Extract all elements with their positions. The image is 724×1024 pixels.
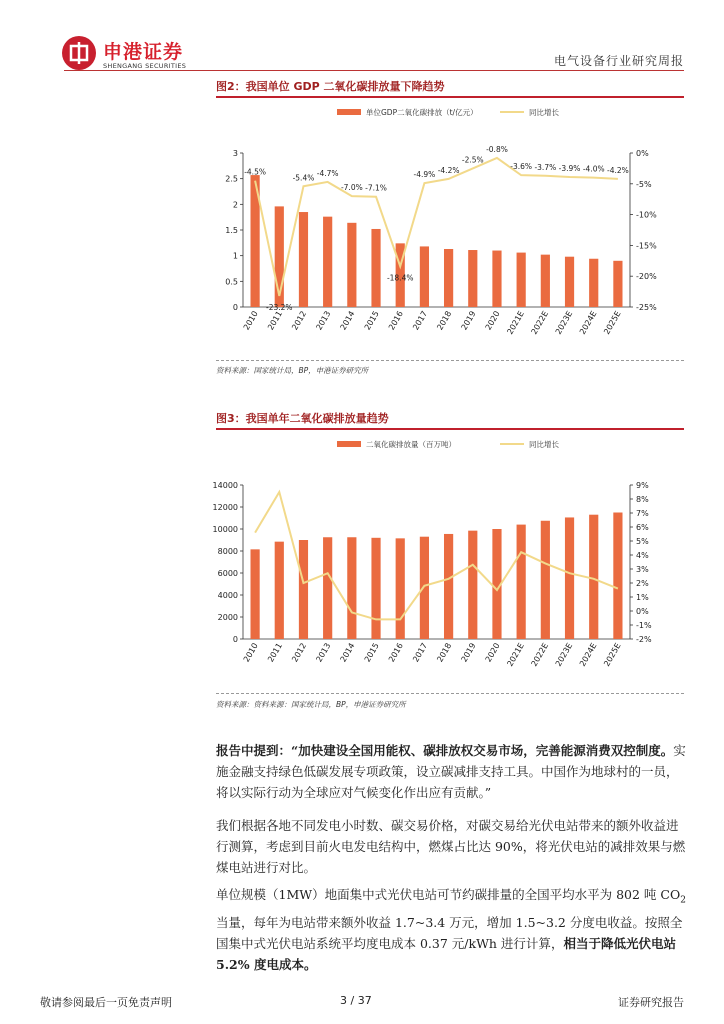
fig3-bar (517, 525, 526, 639)
fig2-left-tick-label: 2.5 (225, 174, 238, 184)
figure2-top-rule (216, 96, 684, 98)
fig2-data-label: -4.9% (413, 170, 436, 180)
fig3-left-tick-label: 12000 (212, 503, 238, 512)
fig3-bar (565, 517, 574, 639)
fig2-x-tick-label: 2023E (553, 309, 575, 337)
fig3-left-tick-label: 0 (232, 635, 238, 644)
fig2-right-tick-label: -5% (636, 179, 652, 189)
fig3-bar (396, 538, 405, 639)
fig3-x-tick-label: 2015 (362, 641, 381, 664)
fig3-right-tick-label: -2% (636, 635, 652, 644)
fig2-x-tick-label: 2012 (290, 309, 309, 332)
paragraph-3-sub: 2 (680, 895, 686, 906)
paragraph-3 (216, 884, 686, 975)
company-logo-icon (62, 36, 96, 70)
fig3-right-tick-label: -1% (636, 621, 652, 630)
fig3-bar (250, 549, 259, 639)
fig3-bar (444, 534, 453, 639)
fig3-x-tick-label: 2010 (241, 641, 260, 664)
fig3-x-tick-label: 2017 (411, 641, 430, 664)
fig3-left-tick-label: 6000 (217, 569, 238, 578)
fig3-left-tick-label: 14000 (212, 481, 238, 490)
fig2-data-label: -4.7% (316, 168, 339, 178)
fig3-bar (613, 513, 622, 640)
fig3-x-tick-label: 2022E (529, 641, 551, 669)
fig2-right-tick-label: -10% (636, 210, 657, 220)
fig3-bar (299, 540, 308, 639)
fig2-bar (565, 257, 574, 307)
fig2-data-label: -3.7% (534, 162, 557, 172)
fig2-data-label: -7.1% (365, 183, 387, 193)
fig2-left-tick-label: 1.5 (225, 226, 238, 235)
page-number: 3 / 37 (340, 994, 372, 1007)
fig2-bar (420, 246, 429, 307)
fig2-data-label: -4.2% (607, 165, 629, 175)
fig3-left-tick-label: 10000 (212, 525, 238, 534)
fig2-data-label: -18.4% (386, 273, 414, 283)
fig2-data-label: -7.0% (340, 183, 363, 193)
fig2-x-tick-label: 2010 (241, 309, 260, 332)
fig2-bar (444, 249, 453, 307)
fig3-legend-bar-label: 二氧化碳排放量（百万吨） (366, 440, 456, 449)
fig3-bar (275, 542, 284, 639)
fig3-x-tick-label: 2021E (505, 641, 526, 669)
fig3-bar (420, 537, 429, 639)
fig3-x-tick-label: 2023E (553, 641, 575, 669)
fig3-x-tick-label: 2012 (290, 641, 309, 664)
fig3-bar (347, 537, 356, 639)
fig2-bar (541, 255, 550, 307)
figure3-chart (210, 432, 690, 692)
paragraph-2: 我们根据各地不同发电小时数、碳交易价格，对碳交易给光伏电站带来的额外收益进行测算，考虑到目前火电发电结构中，燃煤占比达 90%，将光伏电站的减排效果与燃煤电站进行对比。 (216, 818, 686, 875)
fig2-bar (613, 261, 622, 307)
paragraph-3-bold: 相当于降低光伏电站 5.2% 度电成本。 (216, 935, 676, 972)
paragraph-1-rest: 实施金融支持绿色低碳发展专项政策，设立碳减排支持工具。中国作为地球村的一员，将以实际行动为全球应对气候变化作出应有贡献。” (216, 743, 686, 800)
fig3-right-tick-label: 3% (636, 565, 649, 574)
fig3-right-tick-label: 7% (636, 509, 649, 518)
fig3-x-tick-label: 2024E (577, 641, 599, 669)
figure3-title: 图3：我国单年二氧化碳排放量趋势 (216, 412, 389, 425)
paragraph-3-b: 当量，每年为电站带来额外收益 1.7~3.4 万元，增加 1.5~3.2 分度电收益。按照全国集中式光伏电站系统平均度电成本 0.37 元/kWh 进行计算， (216, 914, 683, 951)
figure3-source: 资料来源：资料来源：国家统计局，BP，申港证券研究所 (216, 700, 406, 709)
fig3-right-tick-label: 4% (636, 551, 649, 560)
fig3-legend-bar-swatch (337, 441, 361, 447)
fig2-data-label: -0.8% (486, 144, 508, 154)
fig3-x-tick-label: 2020 (483, 641, 502, 664)
fig2-bar (323, 217, 332, 307)
fig3-x-tick-label: 2025E (602, 641, 623, 669)
fig3-left-tick-label: 4000 (217, 591, 238, 600)
fig3-x-tick-label: 2018 (435, 641, 454, 664)
fig2-legend-bar-label: 单位GDP二氧化碳排放（t/亿元） (366, 108, 478, 117)
footer-report-label: 证券研究报告 (618, 996, 684, 1009)
fig2-x-tick-label: 2014 (338, 309, 357, 332)
fig2-bar (347, 223, 356, 307)
figure2-bottom-rule (216, 360, 684, 362)
fig2-x-tick-label: 2025E (602, 309, 623, 337)
fig2-left-tick-label: 2 (232, 200, 238, 210)
paragraph-1 (216, 740, 686, 803)
fig2-data-label: -3.9% (558, 164, 581, 174)
paragraph-3-a: 单位规模（1MW）地面集中式光伏电站可节约碳排量的全国平均水平为 802 吨 CO (216, 887, 681, 902)
fig2-right-tick-label: -20% (636, 272, 657, 282)
fig3-bar (589, 515, 598, 639)
fig3-left-tick-label: 8000 (217, 547, 238, 556)
fig2-data-label: -23.2% (266, 302, 293, 312)
fig2-bar (468, 250, 477, 307)
fig3-growth-line (255, 492, 618, 619)
fig2-x-tick-label: 2016 (386, 309, 405, 332)
fig2-legend-line-label: 同比增长 (529, 108, 559, 117)
fig2-x-tick-label: 2022E (529, 309, 551, 337)
footer-disclaimer: 敬请参阅最后一页免责声明 (40, 996, 172, 1009)
figure2-source: 资料来源：国家统计局，BP，申港证券研究所 (216, 366, 369, 375)
fig3-bar (468, 531, 477, 639)
fig2-x-tick-label: 2021E (505, 309, 526, 337)
fig3-right-tick-label: 8% (636, 495, 649, 504)
fig2-bar (371, 229, 380, 307)
fig2-x-tick-label: 2024E (577, 309, 599, 337)
fig3-right-tick-label: 6% (636, 523, 649, 532)
fig2-left-tick-label: 1 (232, 251, 238, 261)
fig3-bar (323, 537, 332, 639)
report-type: 电气设备行业研究周报 (553, 54, 684, 68)
fig2-x-tick-label: 2019 (459, 309, 478, 332)
fig2-right-tick-label: 0% (636, 149, 649, 158)
fig2-x-tick-label: 2011 (266, 309, 285, 332)
figure2-chart (210, 100, 690, 360)
fig3-x-tick-label: 2013 (314, 641, 333, 664)
fig2-right-tick-label: -25% (636, 303, 657, 312)
fig2-legend-bar-swatch (337, 109, 361, 115)
fig2-left-tick-label: 0 (232, 303, 238, 312)
fig2-data-label: -4.5% (244, 167, 266, 177)
fig3-bar (371, 538, 380, 639)
fig2-x-tick-label: 2018 (435, 309, 454, 332)
fig2-data-label: -4.0% (582, 164, 605, 174)
fig2-x-tick-label: 2013 (314, 309, 333, 332)
fig2-data-label: -5.4% (292, 173, 315, 183)
fig3-x-tick-label: 2019 (459, 641, 478, 664)
fig2-data-label: -3.6% (510, 162, 533, 172)
fig2-x-tick-label: 2017 (411, 309, 430, 332)
fig3-left-tick-label: 2000 (217, 613, 238, 622)
fig2-left-tick-label: 3 (232, 149, 238, 158)
header-divider (64, 70, 684, 71)
fig3-x-tick-label: 2014 (338, 641, 357, 664)
fig3-right-tick-label: 1% (636, 593, 649, 602)
paragraph-1-bold: 报告中提到：“加快建设全国用能权、碳排放权交易市场，完善能源消费双控制度。 (216, 743, 674, 758)
figure3-top-rule (216, 428, 684, 430)
fig3-x-tick-label: 2016 (386, 641, 405, 664)
company-name: 申港证券 (103, 41, 184, 63)
fig2-x-tick-label: 2020 (483, 309, 502, 332)
fig2-right-tick-label: -15% (636, 241, 657, 251)
fig2-data-label: -2.5% (461, 155, 484, 165)
figure3-bottom-rule (216, 693, 684, 695)
fig2-bar (517, 253, 526, 307)
fig3-right-tick-label: 2% (636, 579, 649, 588)
fig2-bar (492, 251, 501, 307)
fig2-bar (299, 212, 308, 307)
fig2-left-tick-label: 0.5 (225, 277, 238, 287)
fig3-bar (541, 521, 550, 639)
fig3-right-tick-label: 9% (636, 481, 649, 490)
fig2-x-tick-label: 2015 (362, 309, 381, 332)
fig3-legend-line-label: 同比增长 (529, 440, 559, 449)
fig3-right-tick-label: 0% (636, 607, 649, 616)
fig3-right-tick-label: 5% (636, 537, 649, 546)
figure2-title: 图2：我国单位 GDP 二氧化碳排放量下降趋势 (216, 80, 445, 93)
fig2-bar (589, 259, 598, 307)
fig2-data-label: -4.2% (437, 165, 460, 175)
fig3-x-tick-label: 2011 (266, 641, 285, 664)
company-name-en: SHENGANG SECURITIES (103, 62, 187, 70)
